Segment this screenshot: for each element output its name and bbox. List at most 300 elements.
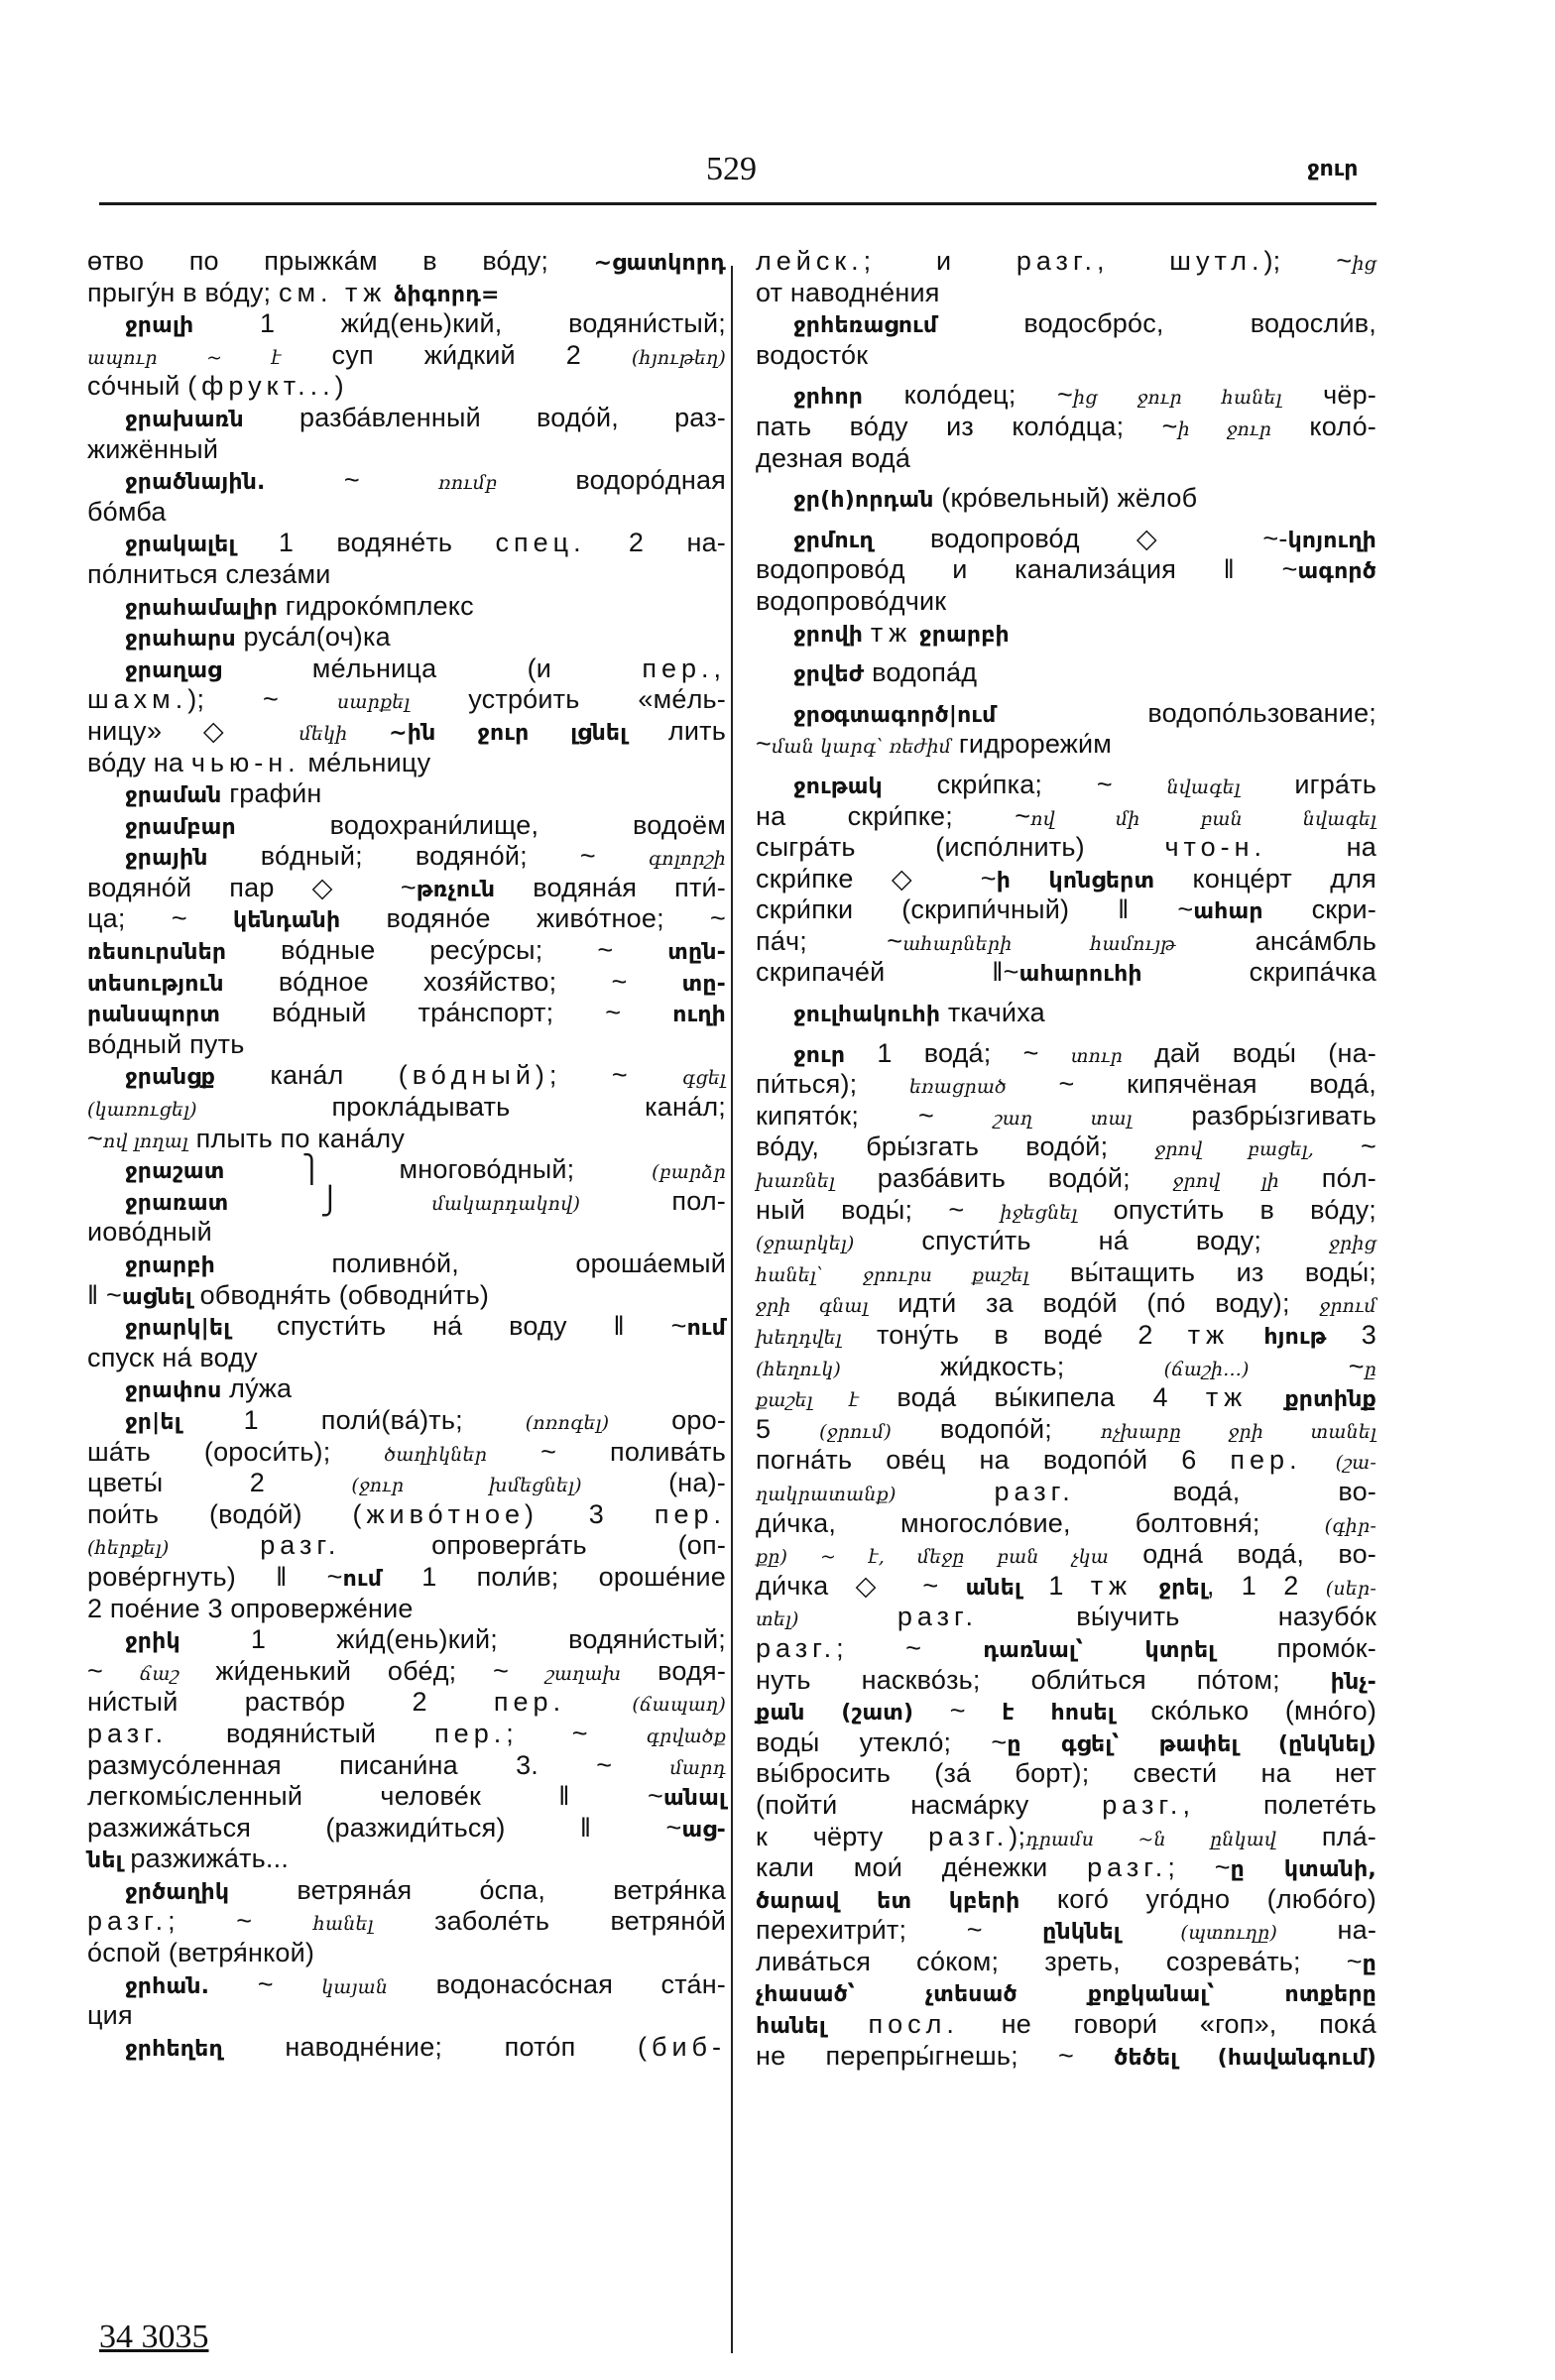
headword: ջրակալել <box>125 533 236 558</box>
dictionary-line <box>87 1687 726 1719</box>
armenian-example: մակարդակով) <box>431 1192 581 1215</box>
headword: ջրահարս <box>125 627 236 653</box>
headword: ացնել <box>122 1284 192 1310</box>
entry-text: ); ~ <box>1263 246 1353 276</box>
entry-text: жи́дкость; <box>840 1351 1164 1381</box>
entry-gap <box>756 989 1376 998</box>
dictionary-line <box>756 246 1376 278</box>
dictionary-line <box>87 716 726 748</box>
entry-text: ; ~ <box>1167 1852 1231 1883</box>
entry-text <box>1132 1571 1158 1601</box>
usage-label: разг. <box>994 1476 1075 1506</box>
entry-text: ~ <box>209 1968 322 1999</box>
entry-text: 3 <box>1326 1320 1376 1350</box>
headword: կենդանի <box>233 908 341 934</box>
entry-text: ный воды́; ~ <box>756 1194 1001 1225</box>
entry-text: пои́ть (водо́й) <box>87 1498 353 1529</box>
headword: ահար <box>1193 899 1263 925</box>
usage-label: тж <box>1090 1570 1133 1601</box>
headword: անալ <box>662 1786 726 1812</box>
armenian-example: ի ջուր <box>1177 417 1272 440</box>
armenian-example: իջեցնել <box>1000 1201 1078 1224</box>
dictionary-line <box>87 1906 726 1938</box>
entry-text: не перепры́гнешь; ~ <box>756 2040 1115 2071</box>
dictionary-entry-start <box>756 770 1376 801</box>
entry-text: водонасо́сная ста́н- <box>388 1968 726 1999</box>
armenian-example: քաշել է <box>756 1389 860 1412</box>
entry-text: жижённый <box>87 433 219 464</box>
dictionary-line <box>756 1822 1376 1853</box>
dictionary-line <box>756 1477 1376 1508</box>
entry-text: ~ кипячёная вода́, <box>1006 1069 1376 1100</box>
entry-text: заболе́ть ветряно́й <box>373 1906 726 1937</box>
armenian-example: եռացրած <box>908 1076 1007 1099</box>
headword: ջրիկ <box>125 1629 180 1655</box>
entry-text: во́ду на <box>87 747 191 777</box>
entry-text: ницу» ◇ <box>87 715 299 746</box>
dictionary-line <box>756 1665 1376 1697</box>
entry-text: скри́пка; ~ <box>882 769 1167 799</box>
entry-text: 1 жи́д(ень)кий, водяни́стый; <box>193 308 726 339</box>
headword: ում <box>342 1566 383 1592</box>
usage-label: (биб- <box>638 2031 726 2062</box>
dictionary-line <box>87 2000 726 2032</box>
dictionary-entry-start <box>87 1405 726 1437</box>
armenian-example: (կառուցել) <box>87 1099 197 1122</box>
entry-text: воды́ утекло́; ~ <box>756 1726 1008 1757</box>
headword: ջրօգտագործ|ում <box>793 702 997 728</box>
entry-text <box>565 1687 632 1717</box>
dictionary-entry-start <box>87 591 726 623</box>
entry-text <box>169 1530 260 1560</box>
armenian-example: տել) <box>756 1608 799 1631</box>
entry-text: анса́мбль <box>1175 925 1376 956</box>
entry-text: кали мои́ де́нежки <box>756 1852 1088 1883</box>
headword: քան (շատ) <box>756 1701 914 1726</box>
dictionary-line <box>756 864 1376 895</box>
entry-text: гидроко́мплекс <box>278 590 474 621</box>
entry-text: скрипа́чка <box>1141 957 1376 988</box>
headword: ջրհեռացում <box>793 313 938 339</box>
dictionary-line <box>87 684 726 716</box>
entry-text: о́спой (ветря́нкой) <box>87 1938 315 1968</box>
entry-text: тону́ть в воде́ 2 <box>841 1320 1188 1350</box>
entry-text <box>1121 1915 1181 1945</box>
dictionary-line <box>756 586 1376 618</box>
armenian-example: (պտուղը) <box>1180 1922 1277 1945</box>
entry-text: поливно́й, ороша́емый <box>214 1249 726 1278</box>
armenian-example: խեղդվել <box>756 1327 842 1349</box>
headword: քրտինք <box>1284 1387 1376 1413</box>
dictionary-entry-start <box>87 622 726 654</box>
headword: ջրաման <box>125 783 222 809</box>
usage-label: разг. <box>928 1821 1010 1851</box>
dictionary-line <box>756 412 1376 443</box>
headword: ջրարբի <box>918 622 1010 648</box>
dictionary-entry-start <box>87 1060 726 1092</box>
entry-text: прыгу́н в во́ду; <box>87 277 279 307</box>
entry-text: во́дный тра́нспорт; ~ <box>220 998 673 1028</box>
entry-text: лу́жа <box>221 1373 293 1404</box>
dictionary-entry-start <box>87 810 726 842</box>
dictionary-line <box>756 1947 1376 1978</box>
entry-text <box>826 2009 869 2039</box>
entry-text <box>1247 1382 1284 1412</box>
headword: ջր|ել <box>125 1409 181 1435</box>
dictionary-entry-start <box>756 308 1376 340</box>
usage-label: шахм. <box>87 684 188 715</box>
dictionary-line <box>756 1226 1376 1257</box>
headword: է հոսել <box>1002 1701 1115 1726</box>
headword: ջրաշատ <box>125 1159 225 1185</box>
entry-text: ~ <box>265 465 439 496</box>
dictionary-entry-start <box>756 998 1376 1029</box>
armenian-example: քը) ~ է, մեջը բան չկա <box>756 1546 1109 1569</box>
headword: հյութ <box>1263 1325 1327 1350</box>
dictionary-line <box>756 340 1376 372</box>
entry-text: скрипаче́й ‖~ <box>756 957 1019 988</box>
entry-text: во́ду, бры́згать водо́й; <box>756 1131 1155 1162</box>
dictionary-entry-start <box>87 1186 726 1218</box>
entry-text: ; ~ <box>506 1718 647 1748</box>
entry-text: 1 водяне́ть <box>235 528 496 558</box>
dictionary-line <box>87 1781 726 1813</box>
entry-text: во́дный путь <box>87 1028 245 1059</box>
dictionary-line <box>756 1131 1376 1163</box>
armenian-example: ջրի գնալ <box>756 1295 869 1318</box>
entry-text: гидрорежи́м <box>951 729 1113 760</box>
dictionary-line <box>87 278 726 309</box>
armenian-example: ը <box>1364 1358 1377 1380</box>
dictionary-line <box>756 1257 1376 1289</box>
dictionary-line <box>756 1352 1376 1383</box>
dictionary-entry-start <box>756 380 1376 412</box>
dictionary-line <box>87 935 726 967</box>
entry-text: разбры́згивать <box>1132 1100 1376 1130</box>
headword: ջուլհակուհի <box>793 1003 941 1028</box>
entry-text: одна́ вода́, во- <box>1108 1539 1376 1570</box>
entry-text: пи́ться); <box>756 1069 909 1100</box>
entry-text: во́дное хозя́йство; ~ <box>223 966 682 997</box>
entry-text: ни́стый раство́р 2 <box>87 1687 494 1718</box>
dictionary-entry-start <box>756 1038 1376 1070</box>
entry-text <box>897 1477 995 1506</box>
armenian-example: գրվածք <box>646 1725 726 1747</box>
entry-text: бо́мба <box>87 496 167 527</box>
entry-text: коло́дец; ~ <box>863 380 1073 411</box>
entry-text: ца; ~ <box>87 903 234 934</box>
entry-text: по́л- <box>1279 1163 1376 1194</box>
armenian-example: տուր <box>1070 1044 1123 1067</box>
entry-text: легкомы́сленный челове́к ‖ ~ <box>87 1781 663 1812</box>
headword: ջրախառն <box>125 407 244 432</box>
usage-label: посл. <box>868 2009 959 2040</box>
entry-text: цветы́ 2 <box>87 1468 352 1498</box>
headword: ը գցել՝ թափել (ընկնել) <box>1007 1731 1376 1757</box>
usage-label: разг. <box>1102 1789 1183 1820</box>
entry-text: водоро́дная <box>497 465 726 496</box>
headword: ջրհոր <box>793 385 864 411</box>
entry-text: обводня́ть (обводни́ть) <box>191 1279 490 1310</box>
headword: ռեսուրսներ <box>87 940 227 966</box>
entry-text: чёр- <box>1281 380 1376 411</box>
entry-text: спусти́ть на́ воду; <box>854 1226 1330 1256</box>
dictionary-entry-start <box>87 403 726 434</box>
dictionary-line <box>756 926 1376 958</box>
entry-text: водяно́й пар ◇ ~ <box>87 872 417 902</box>
entry-text: со́чный <box>87 371 188 402</box>
dictionary-line <box>87 246 726 278</box>
entry-text: к чёрту <box>756 1821 929 1851</box>
headword: ~ին ջուր լցնել <box>389 720 628 746</box>
dictionary-line <box>756 1508 1376 1540</box>
dictionary-line <box>756 1414 1376 1446</box>
dictionary-line <box>87 1750 726 1782</box>
headword: ձիգորդ= <box>394 282 500 307</box>
entry-text: разба́вленный водо́й, раз- <box>243 402 726 432</box>
dictionary-entry-start <box>756 618 1376 650</box>
armenian-example: ից <box>1352 253 1377 275</box>
armenian-example: (շա- <box>1335 1452 1376 1475</box>
entry-text: спуск на́ воду <box>87 1342 258 1372</box>
dictionary-line <box>756 443 1376 475</box>
headword: ջրմուղ <box>793 528 874 553</box>
entry-text: дай воды́ (на- <box>1122 1037 1376 1068</box>
armenian-example: ղակրատանք) <box>756 1483 897 1505</box>
entry-text: (на)- <box>581 1468 726 1498</box>
dictionary-line <box>756 1382 1376 1414</box>
entry-text: идти́ за водо́й (по́ воду); <box>868 1288 1320 1319</box>
entry-text: скри́пке ◇ ~ <box>756 863 997 893</box>
entry-text: на- <box>1276 1915 1377 1946</box>
entry-text: спусти́ть на́ воду ‖ ~ <box>230 1311 687 1342</box>
header-rule <box>99 202 1376 205</box>
entry-text: водяна́я пти́- <box>495 872 726 902</box>
entry-text: ‖ ~ <box>87 1279 123 1310</box>
dictionary-line <box>756 1758 1376 1790</box>
headword: անել <box>965 1575 1022 1601</box>
dictionary-line <box>756 2041 1376 2073</box>
entry-text: 1 <box>1021 1570 1091 1601</box>
dictionary-entry-start <box>87 654 726 685</box>
headword: ը <box>1362 1951 1376 1976</box>
dictionary-entry-start <box>87 1624 726 1656</box>
entry-text: па́ч; ~ <box>756 925 903 956</box>
armenian-example: (ջրարկել) <box>756 1233 855 1255</box>
dictionary-entry-start <box>87 1249 726 1280</box>
dictionary-line <box>756 1602 1376 1633</box>
armenian-example: ահարների համույթ <box>902 932 1176 955</box>
headword: ջրափոս <box>125 1378 222 1404</box>
column-divider <box>731 266 733 2353</box>
entry-text: 2 на- <box>585 528 726 558</box>
entry-text <box>1302 1445 1336 1475</box>
dictionary-entry-start <box>87 1969 726 2001</box>
armenian-example: ջրից <box>1329 1233 1376 1255</box>
entry-text: вы́бросить (за́ борт); свести́ на нет <box>756 1758 1376 1789</box>
entry-text: кипято́к; ~ <box>756 1100 994 1130</box>
entry-text: разжижа́ть... <box>122 1844 290 1874</box>
entry-text: ⎭ <box>228 1185 432 1216</box>
entry-text: өтво по прыжка́м в во́ду; <box>87 246 594 276</box>
headword: տը- <box>681 971 726 997</box>
armenian-example: ոչխարը ջրի տանել <box>1100 1420 1377 1443</box>
entry-text: опусти́ть в во́ду; <box>1077 1194 1376 1225</box>
dictionary-line <box>87 371 726 403</box>
armenian-example: դրամս ~ն ընկավ <box>1025 1828 1277 1850</box>
headword: ջրովի <box>793 622 864 648</box>
armenian-example: (հյութեղ) <box>631 346 726 369</box>
usage-label: (во́дный) <box>398 1060 549 1091</box>
armenian-example: մարդ <box>669 1756 726 1779</box>
dictionary-line <box>756 1977 1376 2009</box>
entry-text: ~ <box>1249 1351 1365 1381</box>
entry-text: графи́н <box>221 778 322 809</box>
entry-text: ; ~ <box>548 1060 683 1091</box>
armenian-example: կայան <box>321 1975 389 1998</box>
dictionary-line <box>87 1217 726 1249</box>
armenian-example: ման կարգ՝ ռեժիմ <box>771 736 952 759</box>
entry-text: водя- <box>621 1655 727 1686</box>
entry-text: ткачи́ха <box>940 998 1045 1028</box>
entry-text: водопо́льзование; <box>996 697 1376 728</box>
armenian-example: գցել <box>682 1067 726 1090</box>
entry-text: рове́ргнуть) ‖ ~ <box>87 1561 343 1592</box>
entry-text: водяно́е живо́тное; ~ <box>340 903 726 934</box>
dictionary-entry-start <box>87 1311 726 1343</box>
armenian-example: ջրով բացել, <box>1154 1138 1314 1161</box>
headword: ագործ <box>1297 559 1376 585</box>
dictionary-line <box>87 1499 726 1531</box>
dictionary-line <box>756 1915 1376 1947</box>
armenian-example: (ճաշի...) <box>1163 1358 1250 1380</box>
dictionary-line <box>87 903 726 935</box>
headword: ջր(հ)որդան <box>793 488 934 514</box>
armenian-example: նվագել <box>1166 775 1241 798</box>
armenian-example: գոլորշի <box>648 848 726 871</box>
entry-text: вода́, во- <box>1074 1476 1376 1506</box>
usage-label: пер. <box>654 1498 726 1529</box>
entry-text: пол- <box>580 1185 726 1216</box>
entry-text: ме́льницу <box>299 747 431 777</box>
entry-text: (пойти́ насма́рку <box>756 1789 1103 1820</box>
entry-text: ~ <box>87 1123 103 1153</box>
armenian-example: (բարձր <box>652 1161 726 1184</box>
dictionary-line <box>756 1445 1376 1477</box>
entry-text: (кро́вельный) жёлоб <box>933 483 1198 514</box>
entry-text: пла́- <box>1276 1821 1376 1851</box>
usage-label: пер. <box>434 1718 507 1748</box>
entry-text: водопрово́дчик <box>756 585 947 616</box>
usage-label: разг. <box>87 1906 169 1937</box>
entry-text: плыть по кана́лу <box>187 1123 406 1153</box>
entry-text: 3 <box>538 1498 655 1529</box>
dictionary-entry-start <box>87 841 726 873</box>
dictionary-line <box>87 967 726 999</box>
entry-text: вы́тащить из воды́; <box>1028 1256 1376 1287</box>
entry-gap <box>756 515 1376 524</box>
headword: ~ցատկորդ <box>593 251 726 276</box>
dictionary-line <box>756 2009 1376 2041</box>
headword: ը կտանի, <box>1230 1857 1376 1883</box>
headword: ում <box>686 1316 726 1342</box>
usage-label: спец. <box>495 528 586 558</box>
headword: դառնալ՝ կտրել <box>983 1637 1216 1663</box>
dictionary-line <box>756 1633 1376 1665</box>
usage-label: (фрукт...) <box>187 371 349 402</box>
headword: կոյուղի <box>1287 528 1376 553</box>
entry-text <box>799 1602 897 1631</box>
dictionary-line <box>756 957 1376 989</box>
armenian-example: մեկի <box>299 722 348 745</box>
headword: ինչ- <box>1330 1669 1376 1695</box>
entry-text: на скри́пке; ~ <box>756 800 1031 831</box>
running-head: ջուր <box>1307 157 1359 181</box>
dictionary-entry-start <box>756 698 1376 730</box>
dictionary-line <box>87 1343 726 1374</box>
headword: ջրել <box>1158 1575 1207 1601</box>
dictionary-line <box>756 801 1376 833</box>
dictionary-line <box>756 1884 1376 1916</box>
armenian-example: հանել՝ ջրուրս քաշել <box>756 1263 1029 1286</box>
usage-label: разг. <box>1087 1852 1168 1883</box>
headword: ծարավ ետ կբերի <box>756 1888 1020 1914</box>
dictionary-line <box>87 434 726 466</box>
entry-text: ; ~ <box>168 1906 313 1937</box>
dictionary-line <box>87 748 726 779</box>
dictionary-line <box>87 1813 726 1844</box>
entry-text: кого́ уго́дно (любо́го) <box>1019 1883 1376 1914</box>
entry-gap <box>756 689 1376 698</box>
entry-text: нуть наскво́зь; обли́ться по́том; <box>756 1664 1331 1695</box>
armenian-example: (ոռոգել) <box>525 1411 610 1434</box>
right-column <box>756 246 1376 2072</box>
entry-text: прокла́дывать кана́л; <box>196 1092 726 1123</box>
armenian-example: ով մի բան նվագել <box>1030 807 1376 830</box>
headword: ահարուհի <box>1018 962 1142 988</box>
dictionary-line <box>756 1101 1376 1132</box>
headword: թռչուն <box>416 877 496 902</box>
usage-label: разг. <box>756 1632 837 1663</box>
usage-label: разг. <box>87 1718 169 1748</box>
entry-text: , 1 2 <box>1206 1570 1326 1601</box>
dictionary-line <box>87 497 726 529</box>
headword: նել <box>87 1848 123 1874</box>
dictionary-line <box>87 1844 726 1875</box>
entry-text: ); ~ <box>187 684 337 715</box>
entry-text: ме́льница (и <box>221 653 643 683</box>
entry-text: водяни́стый <box>168 1718 435 1748</box>
dictionary-entry-start <box>756 483 1376 515</box>
entry-gap <box>756 474 1376 483</box>
entry-text <box>1229 1320 1263 1350</box>
headword: ի կոնցերտ <box>996 868 1155 893</box>
usage-label: чью-н. <box>190 747 300 777</box>
usage-label: тж <box>870 617 912 648</box>
dictionary-line <box>756 1539 1376 1571</box>
headword: ջրալի <box>125 313 194 339</box>
headword: ջրարբի <box>125 1253 215 1278</box>
entry-text: жи́денький обе́д; ~ <box>179 1655 545 1686</box>
entry-text: ⎫ многово́дный; <box>224 1154 653 1185</box>
entry-text: 1 поли́в; ороше́ние <box>382 1561 726 1592</box>
dictionary-line <box>87 1468 726 1499</box>
dictionary-line <box>756 1727 1376 1759</box>
left-column <box>87 246 726 2063</box>
headword: ուղի <box>672 1003 726 1028</box>
usage-label: пер. <box>1230 1445 1302 1476</box>
headword: տըն- <box>667 940 726 966</box>
